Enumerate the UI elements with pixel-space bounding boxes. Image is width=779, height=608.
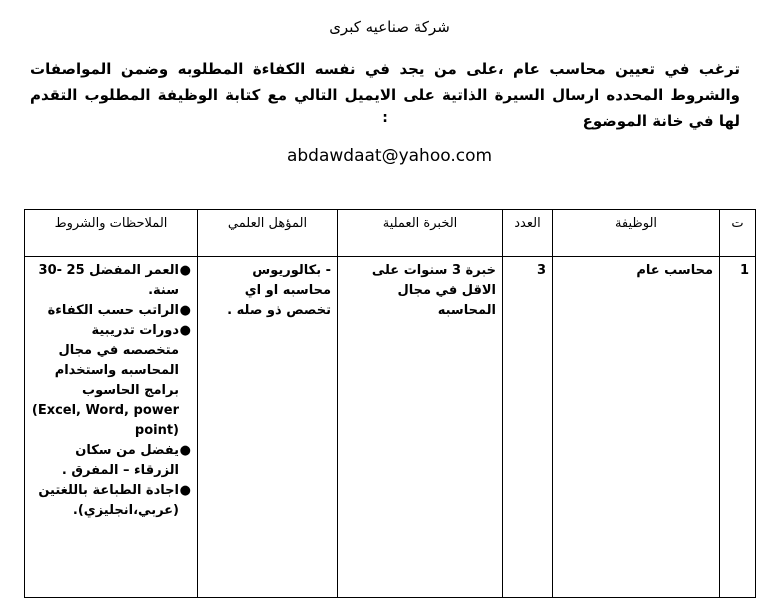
header-count: العدد [503, 210, 553, 257]
row-count: 3 [503, 257, 553, 598]
row-experience: خبرة 3 سنوات على الاقل في مجال المحاسبه [338, 257, 503, 598]
header-experience: الخبرة العملية [338, 210, 503, 257]
note-age: العمر المفضل 25 -30 سنة. [38, 263, 179, 298]
header-qualification: المؤهل العلمي [198, 210, 338, 257]
company-title: شركة صناعيه كبرى [329, 18, 450, 36]
table-header-row [25, 210, 756, 257]
note-residence: يفضل من سكان الزرقاء – المفرق . [61, 443, 179, 478]
job-announcement-text: ترغب في تعيين محاسب عام ،على من يجد في نفسه الكفاءة المطلوبه وضمن المواصفات والشروط المحدده ارسال السيرة الذاتية على الايميل التالي مع كتابة الوظيفة المطلوب التقدم لها في خانة الموضوع [30, 60, 740, 130]
contact-email[interactable]: abdawdaat@yahoo.com [286, 146, 493, 166]
bullet-icon: ● [179, 483, 191, 498]
intro-colon: : [382, 110, 388, 126]
notes-list [31, 261, 191, 521]
row-job: محاسب عام [553, 257, 720, 598]
bullet-icon: ● [179, 303, 191, 318]
list-item [31, 481, 191, 521]
header-notes: الملاحظات والشروط [25, 210, 198, 257]
list-item [31, 441, 191, 481]
note-salary: الراتب حسب الكفاءة [47, 303, 179, 318]
note-software: (Excel, Word, power point) [31, 403, 179, 438]
list-item [31, 321, 191, 441]
row-notes [25, 257, 198, 598]
list-item [31, 301, 191, 321]
bullet-icon: ● [179, 263, 191, 278]
bullet-icon: ● [179, 443, 191, 458]
bullet-icon: ● [179, 323, 191, 338]
job-table [24, 209, 756, 598]
list-item [31, 261, 191, 301]
row-qualification: - بكالوريوس محاسبه او اي تخصص ذو صله . [198, 257, 338, 598]
row-num: 1 [720, 257, 756, 598]
header-job: الوظيفة [553, 210, 720, 257]
note-typing: اجادة الطباعة باللغتين (عربي،انجليزي). [38, 483, 179, 518]
table-row [25, 257, 756, 598]
header-num: ت [720, 210, 756, 257]
note-courses: دورات تدريبية متخصصه في مجال المحاسبه واستخدام برامج الحاسوب [54, 323, 179, 398]
